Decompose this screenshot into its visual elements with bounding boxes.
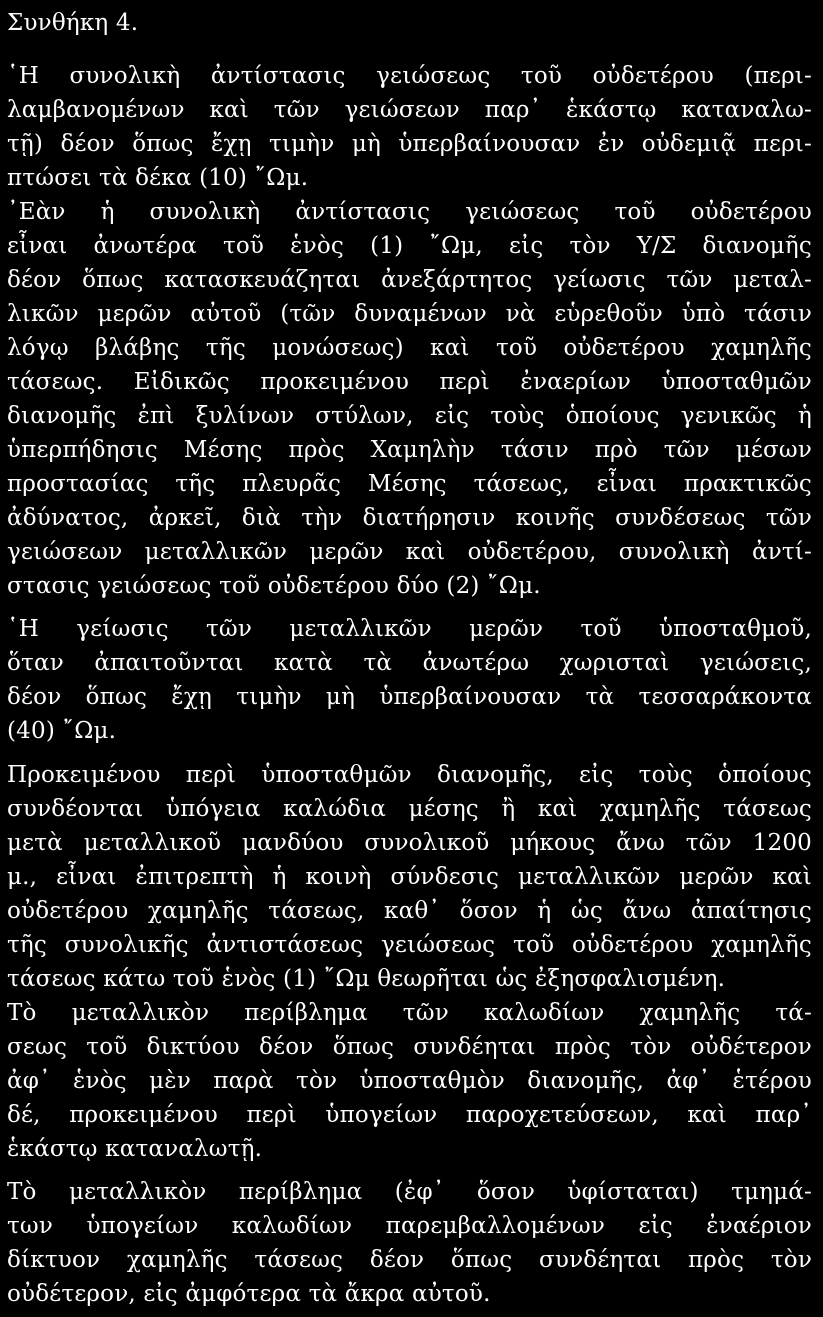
text-line: σεως τοῦ δικτύου δέον ὅπως συνδέηται πρὸς τὸν οὐδέτερον — [7, 1034, 812, 1060]
text-line: λικῶν μερῶν αὐτοῦ (τῶν δυναμένων νὰ εὑρεθοῦν ὑπὸ τάσιν — [7, 301, 812, 327]
text-line: δέον ὅπως κατασκευάζηται ἀνεξάρτητος γείωσις τῶν μεταλ- — [7, 267, 812, 293]
text-line: προστασίας τῆς πλευρᾶς Μέσης τάσεως, εἶναι πρακτικῶς — [7, 471, 812, 497]
text-line: πτώσει τὰ δέκα (10) ῎Ωμ. — [7, 165, 309, 191]
text-line: Τὸ μεταλλικὸν περίβλημα (ἐφ᾿ ὅσον ὑφίσταται) τμημά- — [7, 1179, 812, 1205]
text-line: (40) ῎Ωμ. — [7, 718, 117, 744]
text-line: ὅταν ἀπαιτοῦνται κατὰ τὰ ἀνωτέρω χωρισταὶ γειώσεις, — [7, 650, 812, 676]
text-line: ἀδύνατος, ἀρκεῖ, διὰ τὴν διατήρησιν κοινῆς συνδέσεως τῶν — [7, 505, 812, 531]
text-line: δίκτυον χαμηλῆς τάσεως δέον ὅπως συνδέηται πρὸς τὸν — [7, 1247, 812, 1273]
text-line: Τὸ μεταλλικὸν περίβλημα τῶν καλωδίων χαμηλῆς τά- — [7, 1000, 812, 1026]
text-line: ᾿Εὰν ἡ συνολικὴ ἀντίστασις γειώσεως τοῦ οὐδετέρου — [7, 199, 812, 225]
text-line: μετὰ μεταλλικοῦ μανδύου συνολικοῦ μήκους ἄνω τῶν 1200 — [7, 830, 812, 856]
text-line: στασις γειώσεως τοῦ οὐδετέρου δύο (2) ῎Ωμ. — [7, 573, 541, 599]
text-line: των ὑπογείων καλωδίων παρεμβαλλομένων εἰς ἐναέριον — [7, 1213, 812, 1239]
text-line: ἑκάστῳ καταναλωτῇ. — [7, 1136, 263, 1162]
text-line: λαμβανομένων καὶ τῶν γειώσεων παρ᾿ ἑκάστῳ καταναλω- — [7, 97, 812, 123]
text-line: ὑπερπήδησις Μέσης πρὸς Χαμηλὴν τάσιν πρὸ τῶν μέσων — [7, 437, 812, 463]
text-line: μ., εἶναι ἐπιτρεπτὴ ἡ κοινὴ σύνδεσις μεταλλικῶν μερῶν καὶ — [7, 864, 812, 890]
text-line: ῾Η συνολικὴ ἀντίστασις γειώσεως τοῦ οὐδετέρου (περι- — [7, 63, 812, 89]
text-line: συνδέονται ὑπόγεια καλώδια μέσης ἢ καὶ χαμηλῆς τάσεως — [7, 796, 812, 822]
text-line: δέον ὅπως ἔχῃ τιμὴν μὴ ὑπερβαίνουσαν τὰ τεσσαράκοντα — [7, 684, 812, 710]
text-line: διανομῆς ἐπὶ ξυλίνων στύλων, εἰς τοὺς ὁποίους γενικῶς ἡ — [7, 403, 812, 429]
text-line: τῇ) δέον ὅπως ἔχῃ τιμὴν μὴ ὑπερβαίνουσαν ἐν οὐδεμιᾷ περι- — [7, 131, 812, 157]
text-line: οὐδέτερον, εἰς ἀμφότερα τὰ ἄκρα αὐτοῦ. — [7, 1281, 491, 1307]
text-line: εἶναι ἀνωτέρα τοῦ ἑνὸς (1) ῎Ωμ, εἰς τὸν Υ/Σ διανομῆς — [7, 233, 812, 259]
text-line: γειώσεων μεταλλικῶν μερῶν καὶ οὐδετέρου, συνολικὴ ἀντί- — [7, 539, 812, 565]
text-line: οὐδετέρου χαμηλῆς τάσεως, καθ᾿ ὅσον ἡ ὡς ἄνω ἀπαίτησις — [7, 898, 812, 924]
text-line: Προκειμένου περὶ ὑποσταθμῶν διανομῆς, εἰς τοὺς ὁποίους — [7, 762, 812, 788]
text-line: ῾Η γείωσις τῶν μεταλλικῶν μερῶν τοῦ ὑποσταθμοῦ, — [7, 616, 812, 642]
text-line: λόγῳ βλάβης τῆς μονώσεως) καὶ τοῦ οὐδετέρου χαμηλῆς — [7, 335, 812, 361]
text-line: δέ, προκειμένου περὶ ὑπογείων παροχετεύσεων, καὶ παρ᾿ — [7, 1102, 812, 1128]
text-line: ἀφ᾿ ἑνὸς μὲν παρὰ τὸν ὑποσταθμὸν διανομῆς, ἀφ᾿ ἑτέρου — [7, 1068, 812, 1094]
text-line: τῆς συνολικῆς ἀντιστάσεως γειώσεως τοῦ οὐδετέρου χαμηλῆς — [7, 932, 812, 958]
section-heading: Συνθήκη 4. — [7, 10, 139, 36]
text-line: τάσεως κάτω τοῦ ἑνὸς (1) ῎Ωμ θεωρῆται ὡς ἐξησφαλισμένη. — [7, 966, 726, 992]
text-line: τάσεως. Εἰδικῶς προκειμένου περὶ ἐναερίων ὑποσταθμῶν — [7, 369, 812, 395]
